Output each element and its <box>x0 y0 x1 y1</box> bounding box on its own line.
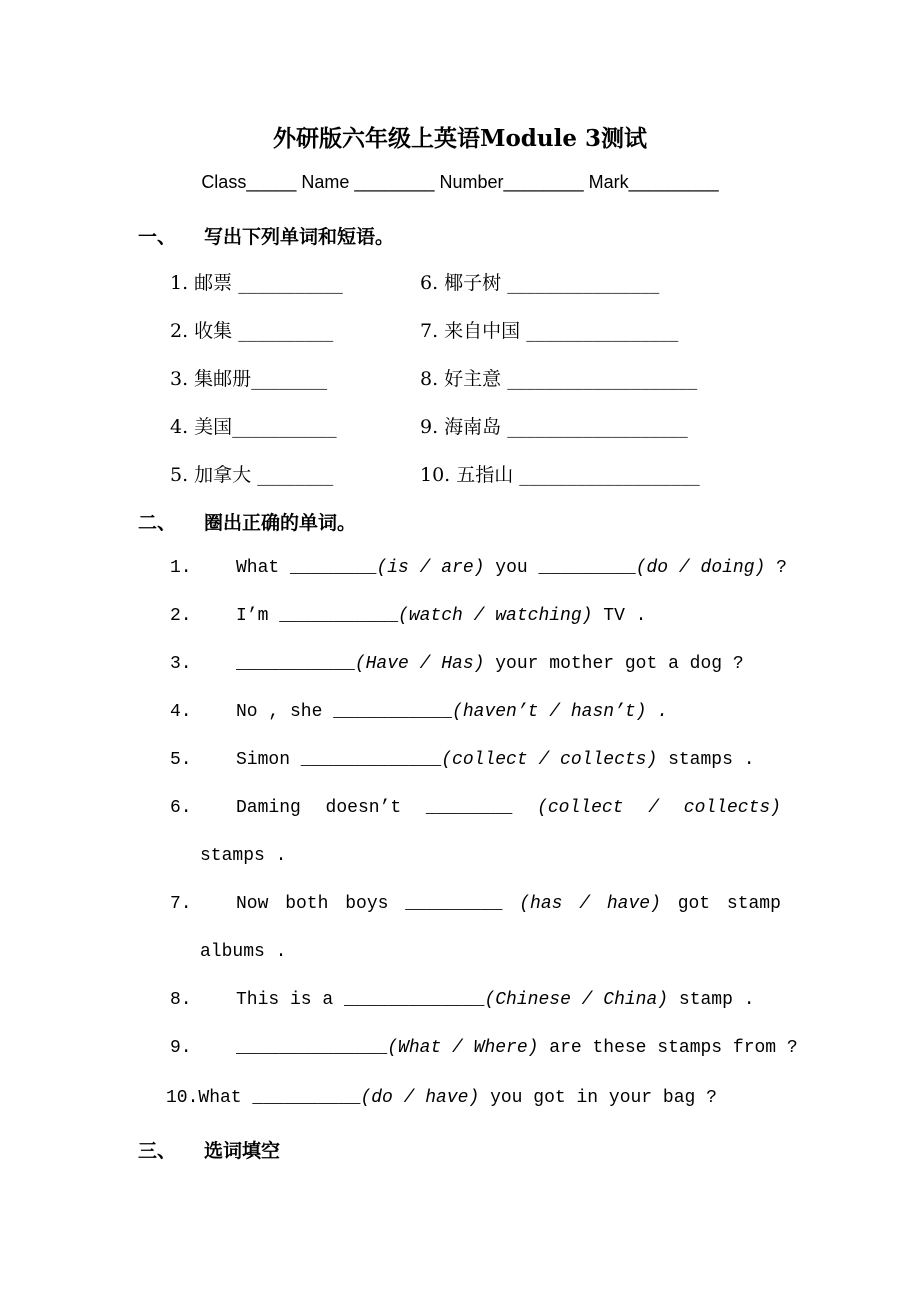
vocab-item: 7. 来自中国 ________________ <box>420 320 679 342</box>
answer-options: (What / Where) <box>387 1038 539 1058</box>
question-5: Simon _____________(collect / collects) stamps . <box>236 750 755 770</box>
answer-options: (Chinese / China) <box>484 990 669 1010</box>
question-1: What ________(is / are) you _________(do / doing) ? <box>236 558 787 578</box>
question-number: 7. <box>170 894 192 914</box>
question-6-continued: stamps . <box>200 846 287 866</box>
student-info-line: Class_____ Name ________ Number________ Mark_________ <box>201 172 719 192</box>
question-number: 1. <box>170 558 192 578</box>
vocab-item: 5. 加拿大 ________ <box>170 464 334 486</box>
section3-number: 三、 <box>138 1140 177 1162</box>
question-8: This is a _____________(Chinese / China) stamp . <box>236 990 755 1010</box>
answer-options: have) <box>606 894 661 914</box>
answer-options: (Have / Has) <box>354 654 485 674</box>
answer-options: (haven’t / hasn’t) . <box>452 702 669 722</box>
vocab-item: 3. 集邮册________ <box>170 368 328 390</box>
answer-options: (has <box>519 894 563 914</box>
question-number: 4. <box>170 702 192 722</box>
question-10: 10.What __________(do / have) you got in your bag ? <box>166 1088 717 1108</box>
vocab-item: 10. 五指山 ___________________ <box>420 464 700 486</box>
section1-heading: 写出下列单词和短语。 <box>204 226 395 248</box>
question-9: ______________(What / Where) are these stamps from ? <box>236 1038 798 1058</box>
question-number: 6. <box>170 798 192 818</box>
question-number: 8. <box>170 990 192 1010</box>
vocab-item: 8. 好主意 ____________________ <box>420 368 698 390</box>
answer-options: collects) <box>683 798 781 818</box>
question-number: 3. <box>170 654 192 674</box>
question-2: I’m ___________(watch / watching) TV . <box>236 606 647 626</box>
question-number: 9. <box>170 1038 192 1058</box>
answer-options: (collect <box>537 798 624 818</box>
question-number: 5. <box>170 750 192 770</box>
page-title: 外研版六年级上英语Module 3测试 <box>273 125 647 152</box>
section1-number: 一、 <box>138 226 177 248</box>
answer-options: (do / doing) <box>635 558 766 578</box>
section2-number: 二、 <box>138 512 177 534</box>
vocab-item: 9. 海南岛 ___________________ <box>420 416 688 438</box>
vocab-item: 1. 邮票 ___________ <box>170 272 343 294</box>
answer-options: (is / are) <box>376 558 485 578</box>
vocab-item: 2. 收集 __________ <box>170 320 334 342</box>
section2-heading: 圈出正确的单词。 <box>204 512 357 534</box>
vocab-item: 4. 美国___________ <box>170 416 337 438</box>
question-3: ___________(Have / Has) your mother got a dog ? <box>236 654 744 674</box>
question-number: 10. <box>166 1088 199 1108</box>
answer-options: (do / have) <box>360 1088 480 1108</box>
answer-options: (watch / watching) <box>398 606 593 626</box>
section3-heading: 选词填空 <box>204 1140 281 1162</box>
question-7-continued: albums . <box>200 942 287 962</box>
answer-options: (collect / collects) <box>441 750 658 770</box>
question-4: No , she ___________(haven’t / hasn’t) . <box>236 702 669 722</box>
question-6: Daming doesn’t ________ (collect / collects) <box>236 798 781 818</box>
question-number: 2. <box>170 606 192 626</box>
vocab-item: 6. 椰子树 ________________ <box>420 272 660 294</box>
question-7: Now both boys _________ (has / have) got stamp <box>236 894 781 914</box>
